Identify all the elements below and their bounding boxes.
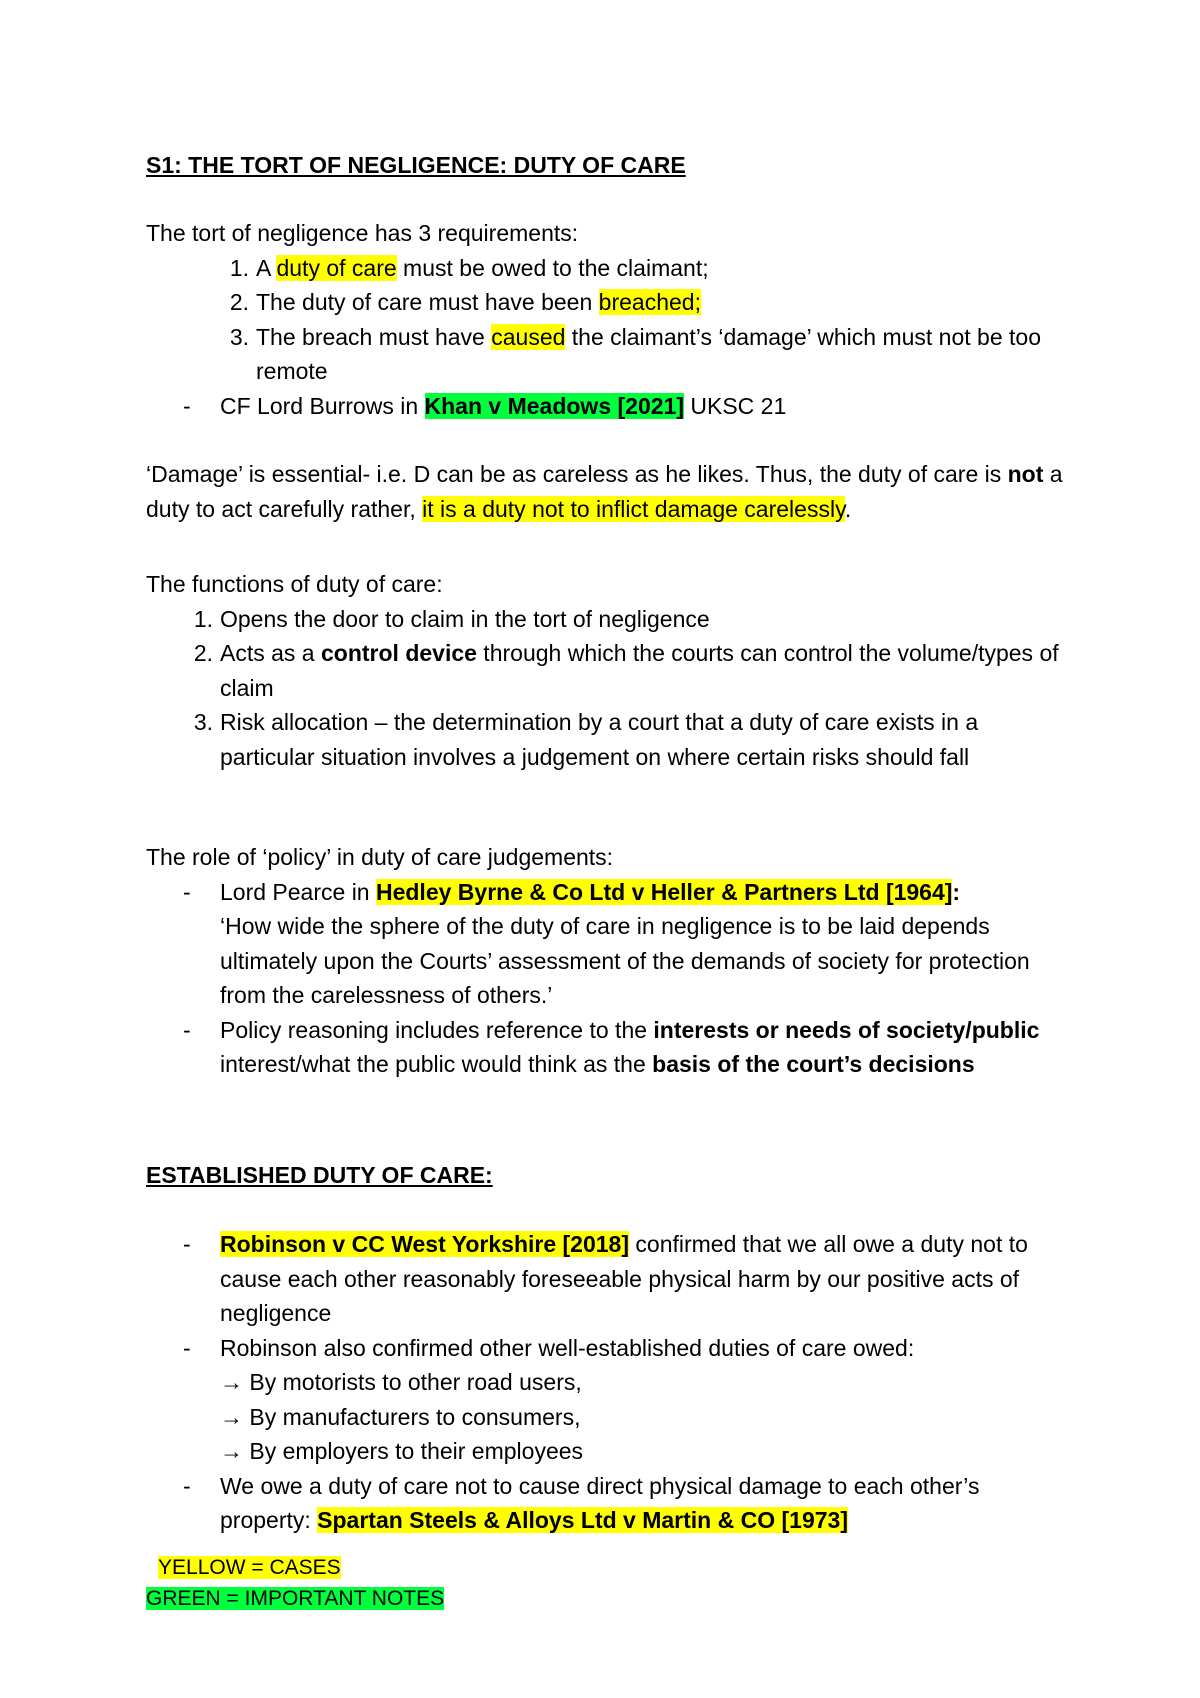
item-text: Robinson also confirmed other well-established duties of care owed:: [220, 1334, 915, 1361]
dash-marker: -: [183, 392, 191, 419]
legend-yellow-label: YELLOW = CASES: [158, 1556, 341, 1579]
function-text: Acts as a: [220, 640, 321, 666]
list-number: 3.: [229, 323, 249, 350]
function-text: through which the courts can control the volume/types of claim: [220, 640, 1059, 701]
requirement-text: The duty of care must have been: [256, 289, 599, 315]
requirement-text: must be owed to the claimant;: [396, 254, 709, 281]
sub-item-text: By motorists to other road users,: [243, 1369, 582, 1395]
cf-list: [146, 389, 1076, 424]
dash-marker: -: [183, 1472, 191, 1499]
list-number: 1.: [193, 605, 213, 632]
paragraph-text: .: [844, 495, 852, 522]
requirement-item: [229, 251, 1076, 286]
item-text: We owe a duty of care not to cause direct physical damage to each other’s property:: [220, 1472, 980, 1533]
case-highlight: Robinson v CC West Yorkshire [2018]: [220, 1231, 630, 1257]
established-list: [146, 1227, 1076, 1538]
dash-marker: -: [183, 878, 191, 905]
functions-section: [146, 567, 1076, 774]
functions-list: [146, 602, 1076, 775]
item-text: Lord Pearce in: [220, 878, 376, 905]
legend-yellow: [158, 1552, 341, 1583]
legend-green-label: GREEN = IMPORTANT NOTES: [146, 1587, 445, 1610]
bold-text: not: [1007, 461, 1044, 487]
case-highlight: Spartan Steels & Alloys Ltd v Martin & CO [1973]: [317, 1507, 848, 1533]
requirement-text: the claimant’s ‘damage’ which must not be too remote: [256, 323, 1041, 384]
item-text: confirmed that we all owe a duty not to cause each other reasonably foreseeable physical harm by our positive acts of negligence: [220, 1231, 1028, 1326]
requirements-lead: The tort of negligence has 3 requirements:: [146, 220, 579, 246]
list-number: 2.: [193, 640, 213, 666]
section-heading: ESTABLISHED DUTY OF CARE:: [146, 1162, 493, 1188]
highlight: it is a duty not to inflict damage carelessly: [422, 495, 845, 522]
item-text: CF Lord Burrows in: [220, 392, 425, 419]
legend-green: [146, 1583, 444, 1614]
arrow-icon: →: [220, 1403, 243, 1430]
arrow-icon: →: [220, 1369, 243, 1395]
requirement-text: A: [256, 254, 277, 281]
item-text: interest/what the public would think as the: [220, 1051, 653, 1077]
paragraph-text: a duty to act carefully rather,: [146, 461, 1063, 522]
dash-marker: -: [183, 1231, 191, 1257]
requirement-item: [229, 320, 1076, 389]
function-item: [193, 602, 1076, 637]
case-highlight: duty of care: [276, 254, 397, 281]
sub-item: [220, 1434, 1076, 1469]
bold-text: basis of the court’s decisions: [652, 1051, 975, 1077]
item-text: UKSC 21: [683, 392, 787, 419]
case-highlight: caused: [491, 323, 566, 350]
dash-marker: -: [183, 1334, 191, 1361]
page-title: S1: THE TORT OF NEGLIGENCE: DUTY OF CARE: [146, 152, 686, 178]
damage-paragraph: [146, 457, 1076, 526]
quote-text: ‘How wide the sphere of the duty of care in negligence is to be laid depends ultimately upon the Courts’ assessment of the demands of society for protection from the carelessness of others.’: [220, 913, 1030, 1008]
functions-lead: The functions of duty of care:: [146, 571, 443, 597]
requirements-list: [146, 251, 1076, 389]
policy-list: [146, 875, 1076, 1082]
list-item: [183, 1013, 1076, 1082]
sub-item: [220, 1400, 1076, 1435]
bold-text: :: [952, 878, 961, 905]
dash-marker: -: [183, 1016, 191, 1043]
list-number: 2.: [229, 289, 249, 315]
policy-section: [146, 840, 1076, 1082]
note-highlight: Khan v Meadows [2021]: [424, 392, 684, 419]
established-section: [146, 1158, 1076, 1538]
list-number: 1.: [229, 254, 249, 281]
policy-lead: The role of ‘policy’ in duty of care judgements:: [146, 844, 614, 870]
case-highlight: Hedley Byrne & Co Ltd v Heller & Partners Ltd [1964]: [375, 878, 953, 905]
list-item: [183, 875, 1076, 1013]
sub-item-text: By manufacturers to consumers,: [243, 1403, 581, 1430]
bold-text: control device: [320, 640, 477, 666]
list-item: [183, 1331, 1076, 1469]
requirements-section: [146, 216, 1076, 423]
bold-text: interests or needs of society/public: [653, 1016, 1040, 1043]
requirement-item: [229, 285, 1076, 320]
list-number: 3.: [193, 709, 213, 735]
sub-item: [220, 1365, 1076, 1400]
paragraph: [146, 457, 1076, 526]
case-highlight: breached;: [598, 289, 701, 315]
arrow-icon: →: [220, 1438, 243, 1464]
list-item: [183, 389, 1076, 424]
paragraph-text: ‘Damage’ is essential- i.e. D can be as careless as he likes. Thus, the duty of care is: [146, 461, 1008, 487]
function-text: Risk allocation – the determination by a court that a duty of care exists in a particular situation involves a judgement on where certain risks should fall: [220, 709, 979, 770]
function-item: [193, 705, 1076, 774]
function-text: Opens the door to claim in the tort of negligence: [220, 605, 710, 632]
sub-item-text: By employers to their employees: [243, 1438, 584, 1464]
requirement-text: The breach must have: [256, 323, 492, 350]
item-text: Policy reasoning includes reference to the: [220, 1016, 654, 1043]
list-item: [183, 1469, 1076, 1538]
function-item: [193, 636, 1076, 705]
list-item: [183, 1227, 1076, 1331]
